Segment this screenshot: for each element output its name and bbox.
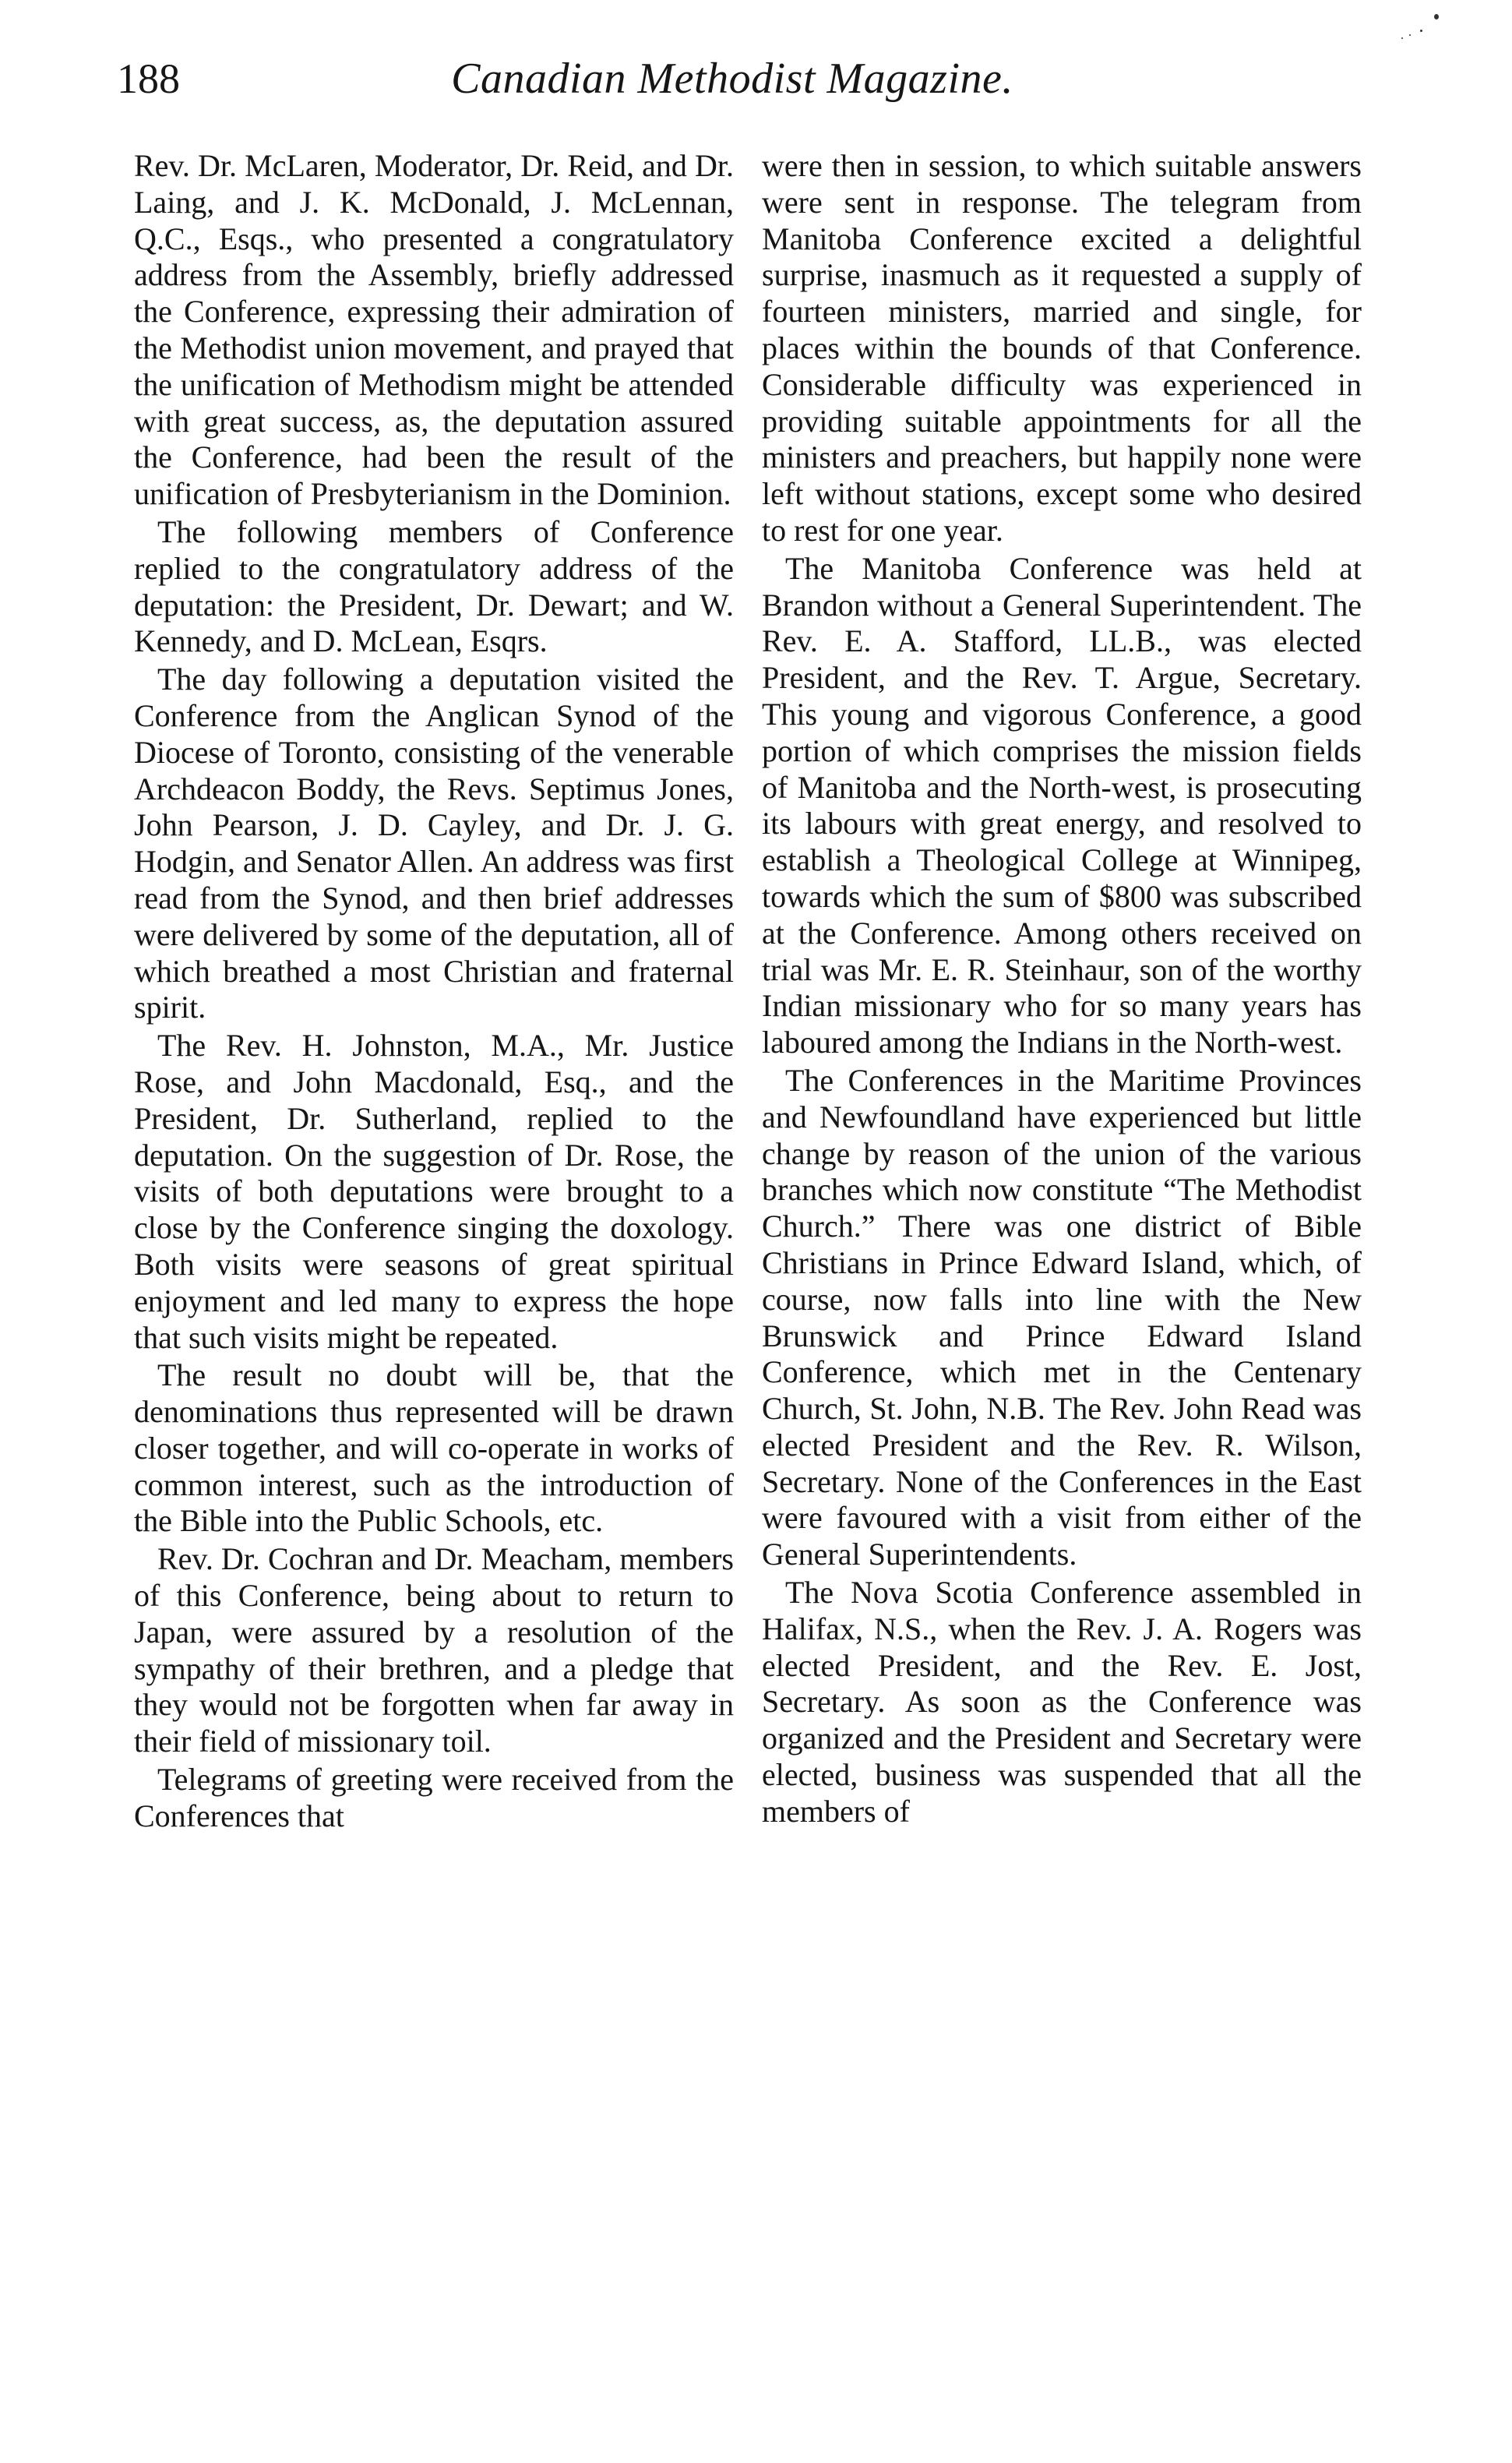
page-number: 188 xyxy=(117,55,180,102)
scan-specks xyxy=(1372,6,1442,53)
paragraph: The result no doubt will be, that the denominations thus represented will be drawn closer together, and will co-operate in works of common interest, such as the introduction of the Bible into the Public Schools, etc. xyxy=(134,1357,734,1539)
paragraph: Rev. Dr. McLaren, Moderator, Dr. Reid, and Dr. Laing, and J. K. McDonald, J. McLennan, Q.C., Esqs., who presented a congratulatory address from the Assembly, briefly addressed the Conference, expressing their admiration of the Methodist union movement, and prayed that the unification of Methodism might be attended with great success, as, the deputation assured the Conference, had been the result of the unification of Presbyterianism in the Dominion. xyxy=(134,148,734,512)
left-column xyxy=(134,148,734,1837)
paragraph: The Rev. H. Johnston, M.A., Mr. Justice Rose, and John Macdonald, Esq., and the President, Dr. Sutherland, replied to the deputation. On the suggestion of Dr. Rose, the visits of both deputations were brought to a close by the Conference singing the doxology. Both visits were seasons of great spiritual enjoyment and led many to express the hope that such visits might be repeated. xyxy=(134,1028,734,1355)
paragraph: The Nova Scotia Conference assembled in Halifax, N.S., when the Rev. J. A. Rogers was elected President, and the Rev. E. Jost, Secretary. As soon as the Conference was organized and the President and Secretary were elected, business was suspended that all the members of xyxy=(762,1575,1362,1829)
right-column xyxy=(762,148,1362,1832)
paragraph: The Conferences in the Maritime Provinces and Newfoundland have experienced but little change by reason of the union of the various branches which now constitute “The Methodist Church.” There was one district of Bible Christians in Prince Edward Island, which, of course, now falls into line with the New Brunswick and Prince Edward Island Conference, which met in the Centenary Church, St. John, N.B. The Rev. John Read was elected President and the Rev. R. Wilson, Secretary. None of the Conferences in the East were favoured with a visit from either of the General Superintendents. xyxy=(762,1062,1362,1572)
paragraph: Rev. Dr. Cochran and Dr. Meacham, members of this Conference, being about to return to Japan, were assured by a resolution of the sympathy of their brethren, and a pledge that they would not be forgotten when far away in their field of missionary toil. xyxy=(134,1541,734,1759)
running-head xyxy=(117,44,1348,114)
paragraph: The day following a deputation visited the Conference from the Anglican Synod of the Diocese of Toronto, consisting of the venerable Archdeacon Boddy, the Revs. Septimus Jones, John Pearson, J. D. Cayley, and Dr. J. G. Hodgin, and Senator Allen. An address was first read from the Synod, and then brief addresses were delivered by some of the deputation, all of which breathed a most Christian and fraternal spirit. xyxy=(134,662,734,1025)
magazine-title: Canadian Methodist Magazine. xyxy=(451,55,1013,103)
paragraph: The Manitoba Conference was held at Brandon without a General Superintendent. The Rev. E. A. Stafford, LL.B., was elected President, and the Rev. T. Argue, Secretary. This young and vigorous Conference, a good portion of which comprises the mission fields of Manitoba and the North-west, is prosecuting its labours with great energy, and resolved to establish a Theological College at Winnipeg, towards which the sum of $800 was subscribed at the Conference. Among others received on trial was Mr. E. R. Steinhaur, son of the worthy Indian missionary who for so many years has laboured among the Indians in the North-west. xyxy=(762,550,1362,1060)
paragraph: The following members of Conference replied to the congratulatory address of the deputation: the President, Dr. Dewart; and W. Kennedy, and D. McLean, Esqrs. xyxy=(134,513,734,659)
paragraph: were then in session, to which suitable answers were sent in response. The telegram from Manitoba Conference excited a delightful surprise, inasmuch as it requested a supply of fourteen ministers, married and single, for places within the bounds of that Conference. Considerable difficulty was experienced in providing suitable appointments for all the ministers and preachers, but happily none were left without stations, except some who desired to rest for one year. xyxy=(762,148,1362,548)
paragraph: Telegrams of greeting were received from the Conferences that xyxy=(134,1762,734,1833)
